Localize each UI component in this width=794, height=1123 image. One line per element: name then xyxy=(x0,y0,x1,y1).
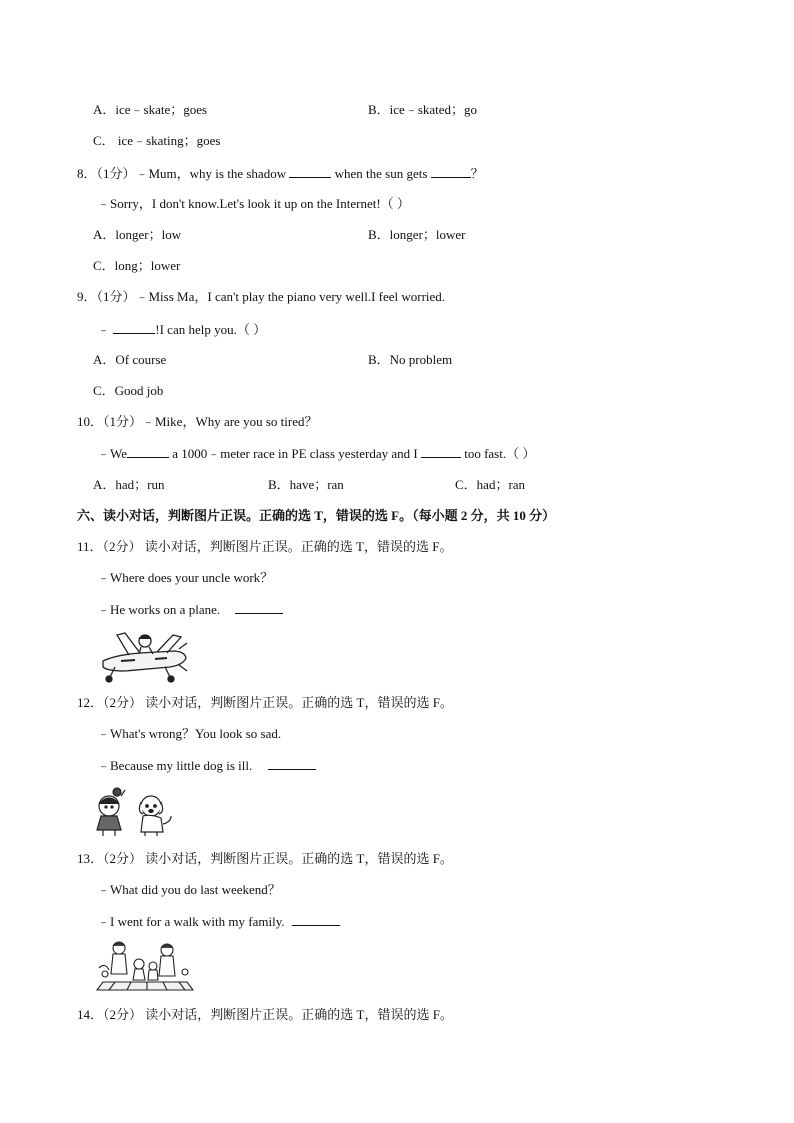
q8-reply: ﹣Sorry，I don't know.Let's look it up on the Internet!（ ） xyxy=(97,196,410,211)
q10-reply-part-2: a 1000﹣meter race in PE class yesterday and I xyxy=(172,446,418,461)
q13-line-2-text: ﹣I went for a walk with my family. xyxy=(97,914,285,929)
q9-reply-part-2: !I can help you.（ ） xyxy=(155,322,267,337)
q14-stem: 14．（2分） 读小对话，判断图片正误。正确的选 T，错误的选 F。 xyxy=(77,1007,453,1022)
q8-stem-part-1: 8．（1分）﹣Mum，why is the shadow xyxy=(77,166,287,181)
q8-option-c: C．long；lower xyxy=(93,258,181,273)
q7-option-a: A．ice﹣skate；goes xyxy=(93,102,208,117)
q10-option-c: C．had；ran xyxy=(455,477,526,492)
family-picnic-image xyxy=(95,940,195,994)
q8-stem-part-3: ？ xyxy=(470,166,484,181)
q7-option-b: B．ice﹣skated；go xyxy=(368,102,478,117)
q10-blank-1 xyxy=(127,444,169,458)
q9-blank xyxy=(113,320,155,334)
girl-and-dog-image xyxy=(95,786,175,838)
q12-stem: 12．（2分） 读小对话，判断图片正误。正确的选 T，错误的选 F。 xyxy=(77,695,453,710)
q11-answer-blank xyxy=(235,600,283,614)
q9-option-c: C．Good job xyxy=(93,383,164,398)
q9-reply xyxy=(97,320,266,339)
q10-reply xyxy=(97,444,535,463)
q8-stem-part-2: when the sun gets xyxy=(334,166,428,181)
q11-stem: 11．（2分） 读小对话，判断图片正误。正确的选 T，错误的选 F。 xyxy=(77,539,453,554)
q10-option-a: A．had；run xyxy=(93,477,165,492)
q13-line-1: ﹣What did you do last weekend？ xyxy=(97,882,281,897)
q11-line-1: ﹣Where does your uncle work？ xyxy=(97,570,274,585)
q8-option-a: A．longer；low xyxy=(93,227,182,242)
q9-option-b: B．No problem xyxy=(368,352,453,367)
airplane-pilot-image xyxy=(95,627,190,683)
q13-stem: 13．（2分） 读小对话，判断图片正误。正确的选 T，错误的选 F。 xyxy=(77,851,453,866)
q8-blank-1 xyxy=(289,164,331,178)
q10-reply-part-1: ﹣We xyxy=(97,446,127,461)
q13-answer-blank xyxy=(292,912,340,926)
q9-option-a: A．Of course xyxy=(93,352,167,367)
q12-line-2 xyxy=(97,756,316,775)
q10-option-b: B．have；ran xyxy=(268,477,344,492)
q8-stem xyxy=(77,164,484,183)
q10-stem: 10．（1分）﹣Mike，Why are you so tired？ xyxy=(77,414,318,429)
section-6-heading: 六、读小对话，判断图片正误。正确的选 T，错误的选 F。（每小题 2 分，共 10 分） xyxy=(77,508,556,523)
q11-line-2 xyxy=(97,600,283,619)
q8-option-b: B．longer；lower xyxy=(368,227,466,242)
q7-option-c: C． ice﹣skating；goes xyxy=(93,133,221,148)
q12-line-2-text: ﹣Because my little dog is ill. xyxy=(97,758,253,773)
q10-blank-2 xyxy=(421,444,461,458)
q13-line-2 xyxy=(97,912,340,931)
q9-stem: 9．（1分）﹣Miss Ma，I can't play the piano very well.I feel worried. xyxy=(77,289,446,304)
q10-reply-part-3: too fast.（ ） xyxy=(464,446,536,461)
q11-line-2-text: ﹣He works on a plane. xyxy=(97,602,221,617)
q12-line-1: ﹣What's wrong？You look so sad. xyxy=(97,726,282,741)
q8-blank-2 xyxy=(431,164,471,178)
q12-answer-blank xyxy=(268,756,316,770)
q9-reply-part-1: ﹣ xyxy=(97,322,111,337)
